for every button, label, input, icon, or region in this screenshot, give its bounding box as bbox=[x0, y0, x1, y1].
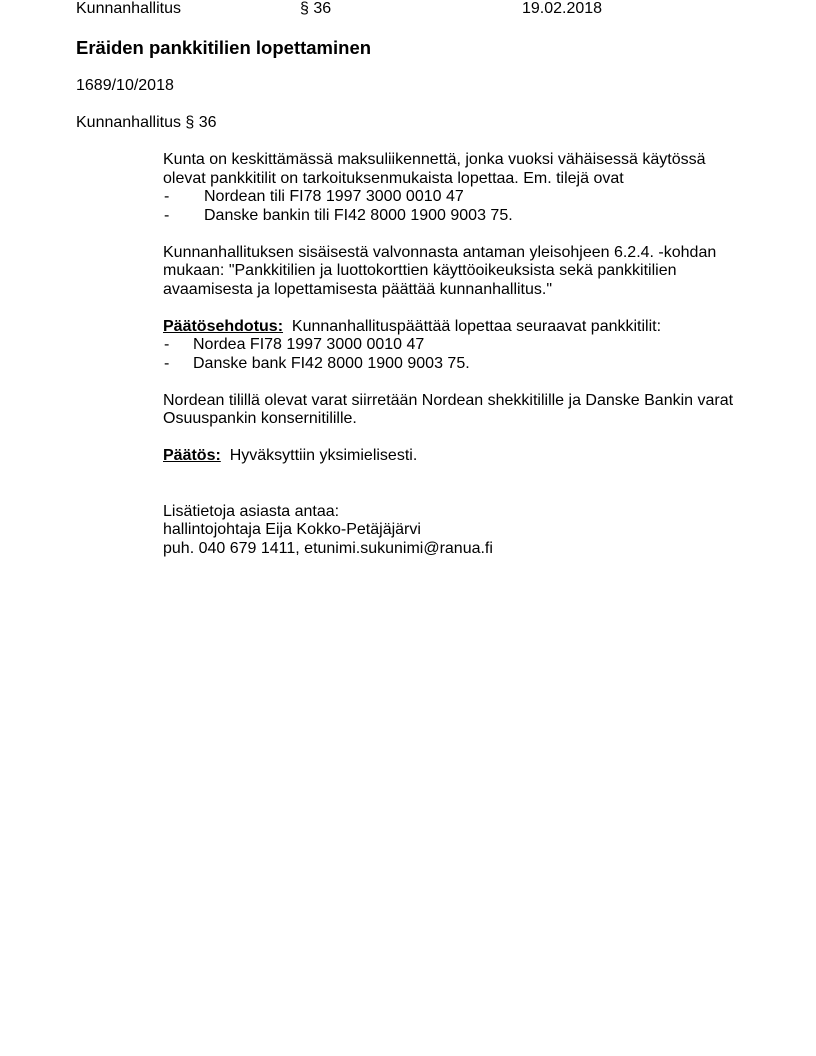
paragraph-line: avaamisesta ja lopettamisesta päättää kunnanhallitus." bbox=[163, 280, 553, 298]
paragraph-line: olevat pankkitilit on tarkoituksenmukaista lopettaa. Em. tilejä ovat bbox=[163, 169, 624, 187]
contact-line: Lisätietoja asiasta antaa: bbox=[163, 502, 340, 520]
list-item-text: Danske bankin tili FI42 8000 1900 9003 75. bbox=[204, 206, 513, 224]
contact-line: hallintojohtaja Eija Kokko-Petäjäjärvi bbox=[163, 521, 421, 538]
header-body-name: Kunnanhallitus bbox=[76, 0, 181, 17]
list-item bbox=[163, 207, 763, 226]
list-dash: - bbox=[164, 206, 170, 224]
proposal-line bbox=[163, 318, 763, 337]
record-number: 1689/10/2018 bbox=[76, 77, 174, 94]
header-section: § 36 bbox=[300, 0, 332, 17]
list-item bbox=[163, 188, 763, 207]
list-item-text: Nordean tili FI78 1997 3000 0010 47 bbox=[204, 188, 464, 205]
decision-line bbox=[163, 447, 763, 466]
list-dash: - bbox=[164, 354, 170, 372]
list-item bbox=[163, 355, 763, 374]
list-item-text: Danske bank FI42 8000 1900 9003 75. bbox=[193, 354, 470, 372]
list-dash: - bbox=[164, 336, 170, 353]
paragraph-line: Osuuspankin konsernitilille. bbox=[163, 410, 357, 427]
decision-label: Päätös: bbox=[163, 447, 221, 464]
document-title: Eräiden pankkitilien lopettaminen bbox=[76, 37, 372, 58]
proposal-text: Kunnanhallituspäättää lopettaa seuraavat pankkitilit: bbox=[291, 317, 662, 335]
list-item bbox=[163, 336, 763, 355]
meeting-reference: Kunnanhallitus § 36 bbox=[76, 114, 217, 131]
list-item-text: Nordea FI78 1997 3000 0010 47 bbox=[193, 336, 425, 353]
paragraph-line: mukaan: "Pankkitilien ja luottokorttien käyttöoikeuksista sekä pankkitilien bbox=[163, 262, 677, 279]
header-date: 19.02.2018 bbox=[522, 0, 603, 17]
paragraph-line: Kunnanhallituksen sisäisestä valvonnasta antaman yleisohjeen 6.2.4. -kohdan bbox=[163, 243, 717, 261]
main-body bbox=[163, 151, 763, 558]
decision-text: Hyväksyttiin yksimielisesti. bbox=[229, 447, 418, 464]
proposal-label: Päätösehdotus: bbox=[163, 317, 284, 335]
contact-line: puh. 040 679 1411, etunimi.sukunimi@ranua.fi bbox=[163, 539, 493, 557]
paragraph-line: Kunta on keskittämässä maksuliikennettä, jonka vuoksi vähäisessä käytössä bbox=[163, 151, 706, 168]
paragraph-line: Nordean tilillä olevat varat siirretään Nordean shekkitilille ja Danske Bankin varat bbox=[163, 391, 734, 409]
list-dash: - bbox=[164, 188, 170, 205]
